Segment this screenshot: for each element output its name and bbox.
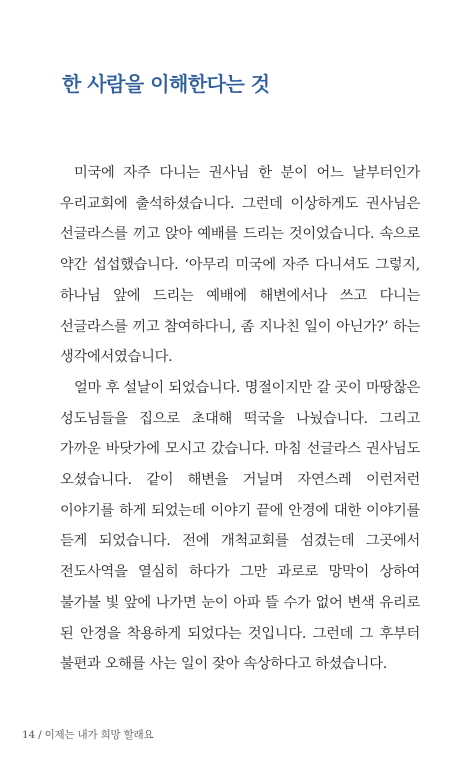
- footer-separator: /: [38, 729, 42, 741]
- paragraph-2: 얼마 후 설날이 되었습니다. 명절이지만 갈 곳이 마땅찮은 성도님들을 집으로 초대해 떡국을 나눴습니다. 그리고 가까운 바닷가에 모시고 갔습니다. 마침 선글라스 권사님도 오셨습니다. 같이 해변을 거닐며 자연스레 이런저런 이야기를 하게 되었는데 이야기 끝에 안경에 대한 이야기를 듣게 되었습니다. 전에 개척교회를 섬겼는데 그곳에서 전도사역을 열심히 하다가 그만 과로로 망막이 상하여 불가불 빛 앞에 나가면 눈이 아파 뜰 수가 없어 변색 유리로 된 안경을 착용하게 되었다는 것입니다. 그런데 그 후부터 불편과 오해를 사는 일이 잦아 속상하다고 하셨습니다.: [60, 379, 420, 673]
- body-text: [60, 158, 420, 680]
- running-book-title: 이제는 내가 희망 할래요: [44, 729, 154, 741]
- chapter-title: 한 사람을 이해한다는 것: [62, 72, 270, 96]
- page-number: 14: [22, 729, 35, 741]
- page-footer: [22, 727, 153, 742]
- paragraph-1: 미국에 자주 다니는 권사님 한 분이 어느 날부터인가 우리교회에 출석하셨습니다. 그런데 이상하게도 권사님은 선글라스를 끼고 앉아 예배를 드리는 것이었습니다. 속으로 약간 섭섭했습니다. ‘아무리 미국에 자주 다니셔도 그렇지, 하나님 앞에 드리는 예배에 해변에서나 쓰고 다니는 선글라스를 끼고 참여하다니, 좀 지나친 일이 아닌가?’ 하는 생각에서였습니다.: [60, 165, 420, 366]
